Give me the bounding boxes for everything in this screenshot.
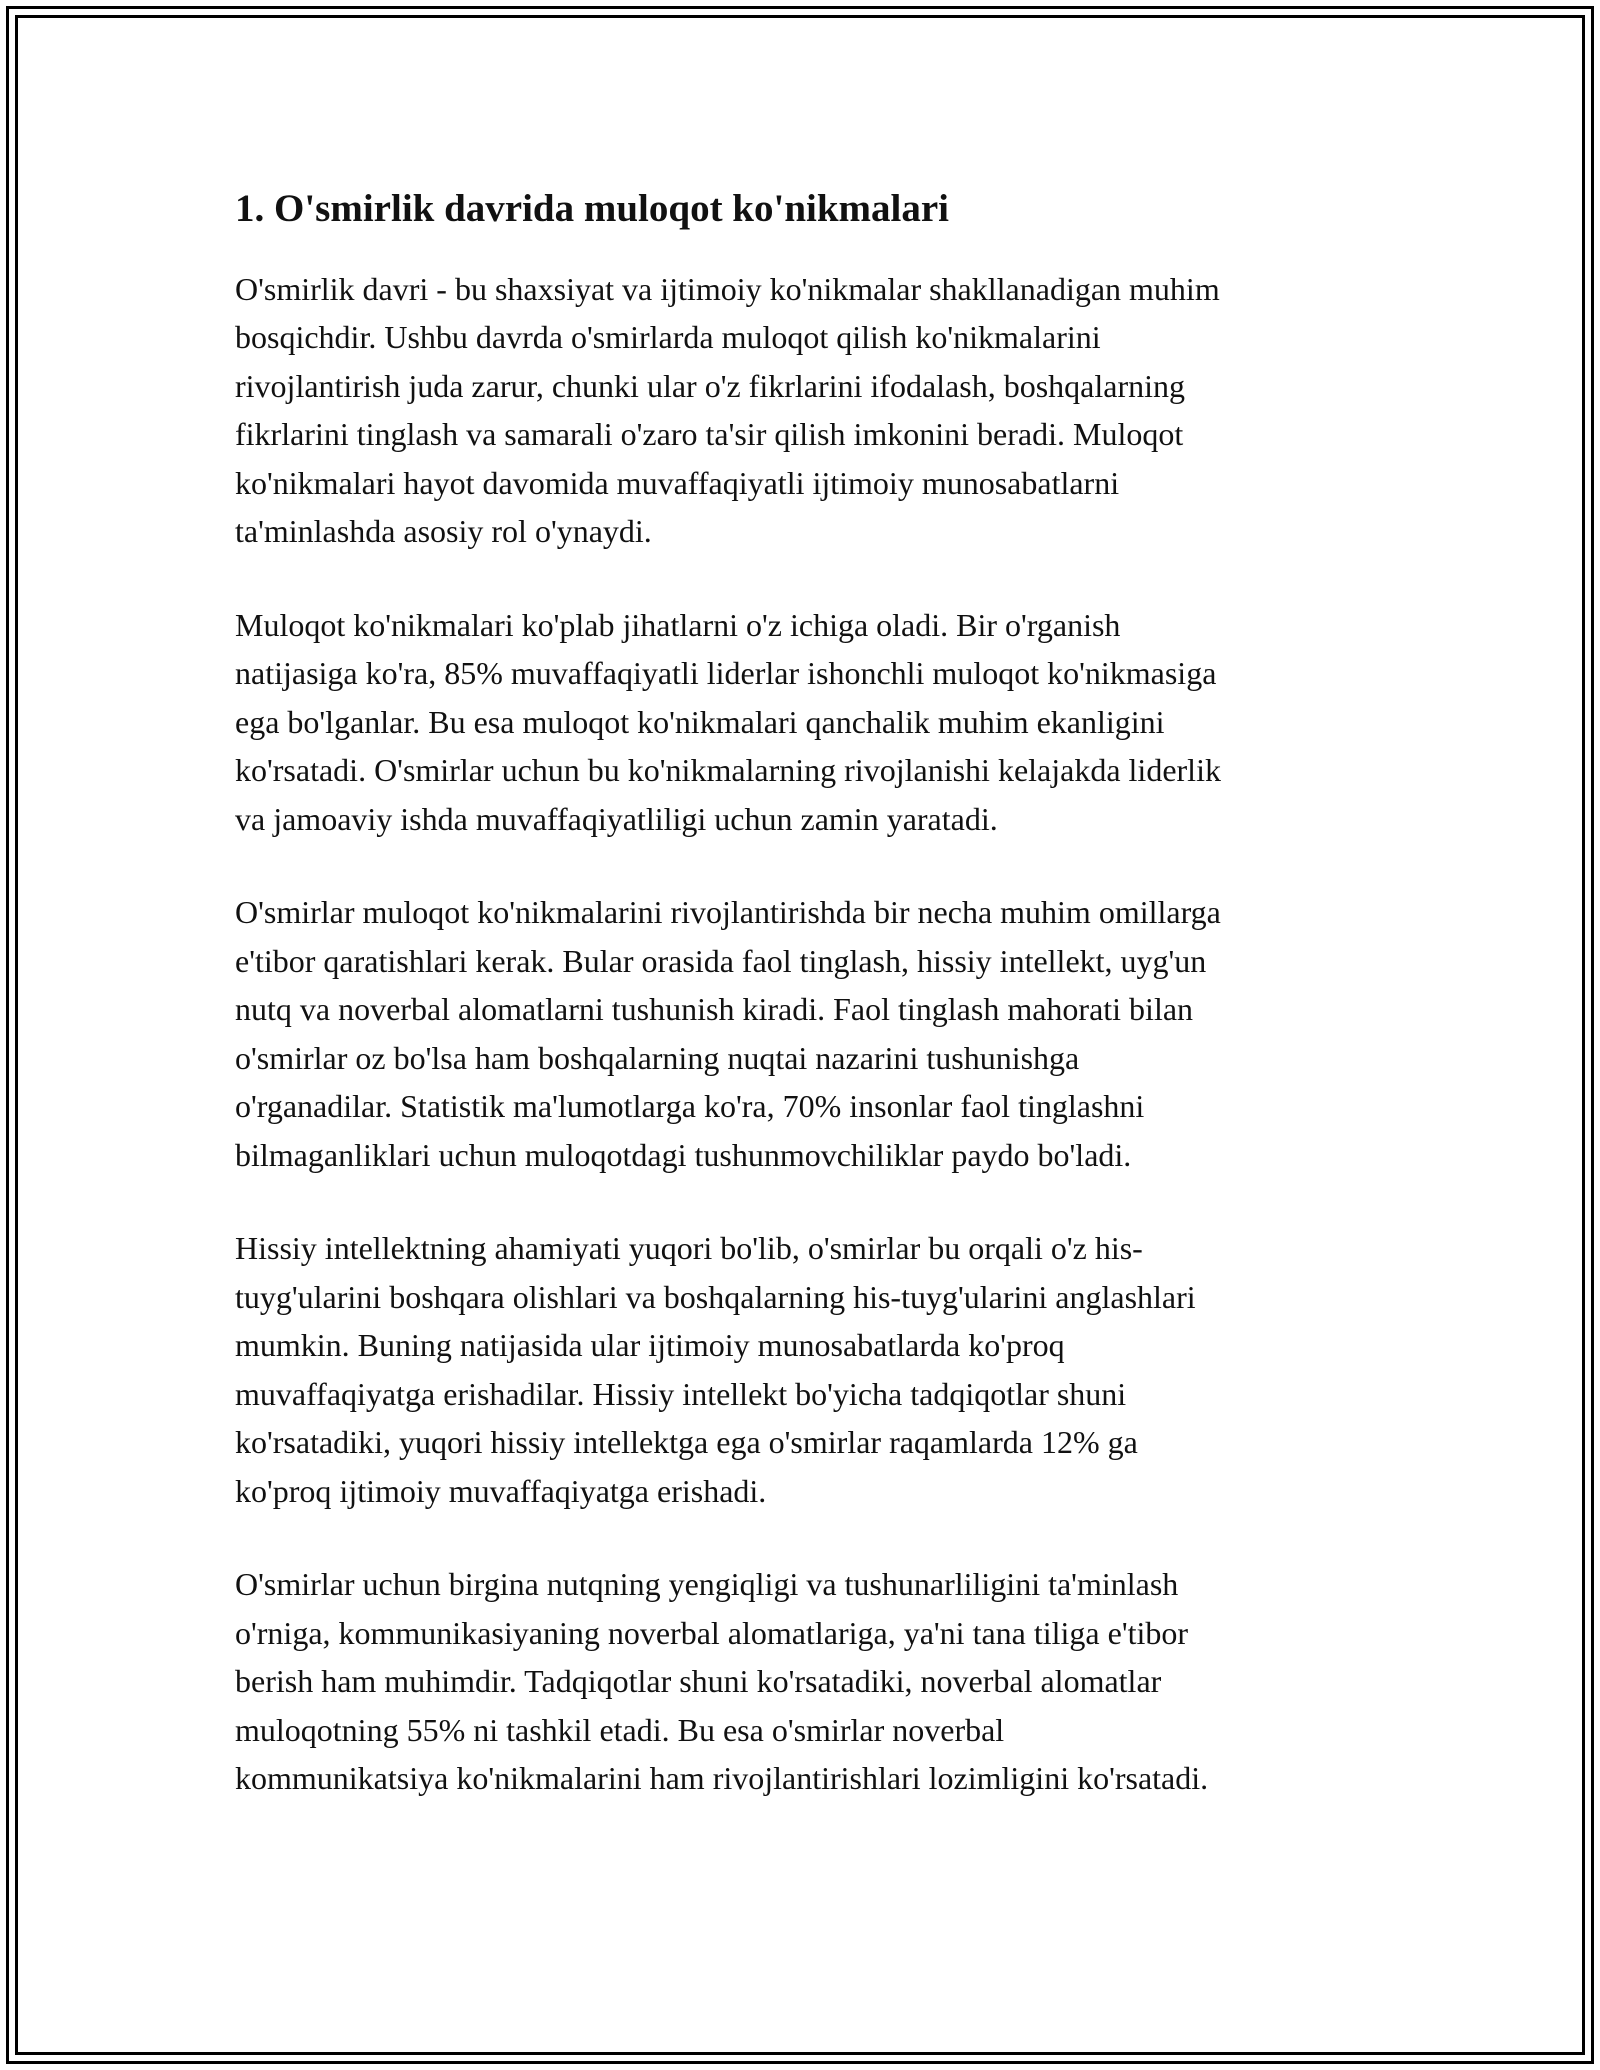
document-body [235,185,1375,1848]
paragraph-line: fikrlarini tinglash va samarali o'zaro ta'sir qilish imkonini beradi. Muloqot [235,416,1184,453]
paragraph-line: ko'rsatadiki, yuqori hissiy intellektga ega o'smirlar raqamlarda 12% ga [235,1424,1138,1461]
paragraph-4 [235,1224,1375,1515]
paragraph-line: muloqotning 55% ni tashkil etadi. Bu esa o'smirlar noverbal [235,1711,1005,1748]
paragraph-line: ega bo'lganlar. Bu esa muloqot ko'nikmalari qanchalik muhim ekanligini [235,703,1165,740]
paragraph-line: O'smirlar muloqot ko'nikmalarini rivojlantirishda bir necha muhim omillarga [235,894,1221,931]
paragraph-line: o'rganadilar. Statistik ma'lumotlarga ko'ra, 70% insonlar faol tinglashni [235,1088,1145,1125]
paragraph-line: kommunikatsiya ko'nikmalarini ham rivojlantirishlari lozimligini ko'rsatadi. [235,1760,1209,1797]
paragraph-line: o'smirlar oz bo'lsa ham boshqalarning nuqtai nazarini tushunishga [235,1039,1080,1076]
paragraph-5 [235,1560,1375,1803]
paragraph-line: muvaffaqiyatga erishadilar. Hissiy intellekt bo'yicha tadqiqotlar shuni [235,1375,1127,1412]
paragraph-line: ko'proq ijtimoiy muvaffaqiyatga erishadi. [235,1472,767,1509]
paragraph-line: e'tibor qaratishlari kerak. Bular orasida faol tinglash, hissiy intellekt, uyg'un [235,942,1207,979]
paragraph-line: bilmaganliklari uchun muloqotdagi tushunmovchiliklar paydo bo'ladi. [235,1136,1132,1173]
paragraph-line: ko'nikmalari hayot davomida muvaffaqiyatli ijtimoiy munosabatlarni [235,464,1120,501]
paragraph-line: va jamoaviy ishda muvaffaqiyatliligi uchun zamin yaratadi. [235,800,998,837]
paragraph-line: berish ham muhimdir. Tadqiqotlar shuni ko'rsatadiki, noverbal alomatlar [235,1663,1162,1700]
paragraph-line: O'smirlar uchun birgina nutqning yengiqligi va tushunarliligini ta'minlash [235,1566,1179,1603]
paragraph-line: ta'minlashda asosiy rol o'ynaydi. [235,513,652,550]
paragraph-line: o'rniga, kommunikasiyaning noverbal alomatlariga, ya'ni tana tiliga e'tibor [235,1614,1189,1651]
paragraph-2 [235,601,1375,844]
paragraph-line: natijasiga ko'ra, 85% muvaffaqiyatli liderlar ishonchli muloqot ko'nikmasiga [235,655,1217,692]
paragraph-line: bosqichdir. Ushbu davrda o'smirlarda muloqot qilish ko'nikmalarini [235,319,1101,356]
paragraph-1 [235,265,1375,556]
paragraph-line: mumkin. Buning natijasida ular ijtimoiy munosabatlarda ko'proq [235,1327,1065,1364]
paragraph-line: rivojlantirish juda zarur, chunki ular o'z fikrlarini ifodalash, boshqalarning [235,367,1185,404]
paragraph-line: Hissiy intellektning ahamiyati yuqori bo'lib, o'smirlar bu orqali o'z his- [235,1230,1143,1267]
section-title: 1. O'smirlik davrida muloqot ko'nikmalari [235,187,950,230]
paragraph-line: O'smirlik davri - bu shaxsiyat va ijtimoiy ko'nikmalar shakllanadigan muhim [235,270,1220,307]
paragraph-line: ko'rsatadi. O'smirlar uchun bu ko'nikmalarning rivojlanishi kelajakda liderlik [235,752,1221,789]
paragraph-line: nutq va noverbal alomatlarni tushunish kiradi. Faol tinglash mahorati bilan [235,991,1194,1028]
paragraph-3 [235,888,1375,1179]
paragraph-line: Muloqot ko'nikmalari ko'plab jihatlarni o'z ichiga oladi. Bir o'rganish [235,606,1121,643]
paragraph-line: tuyg'ularini boshqara olishlari va boshqalarning his-tuyg'ularini anglashlari [235,1278,1196,1315]
